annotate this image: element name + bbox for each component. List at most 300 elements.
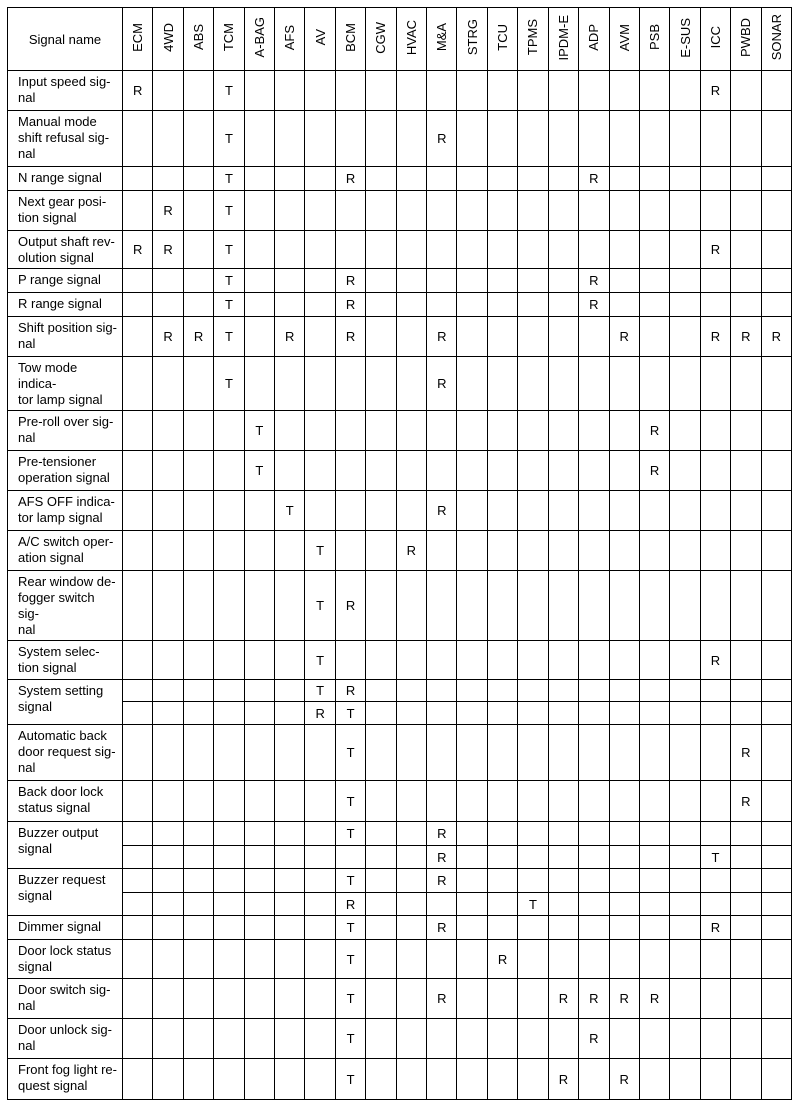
- header-row: [8, 8, 792, 71]
- signal-cell: [396, 571, 426, 641]
- signal-cell: R: [579, 979, 609, 1019]
- signal-cell: [275, 167, 305, 191]
- signal-name-line: ation signal: [18, 550, 84, 565]
- signal-name: [8, 451, 123, 491]
- signal-cell: [639, 702, 669, 725]
- signal-cell: T: [335, 979, 365, 1019]
- signal-cell: [457, 781, 487, 822]
- signal-cell: [670, 940, 700, 979]
- column-header: [609, 8, 639, 71]
- signal-cell: [700, 357, 730, 411]
- signal-cell: [700, 111, 730, 167]
- signal-cell: [153, 641, 183, 680]
- signal-cell: [183, 411, 213, 451]
- signal-cell: [183, 357, 213, 411]
- signal-cell: [366, 317, 396, 357]
- signal-cell: [518, 822, 548, 846]
- column-header: [183, 8, 213, 71]
- signal-cell: [214, 1019, 244, 1059]
- column-header: [457, 8, 487, 71]
- signal-cell: [153, 869, 183, 893]
- signal-cell: [153, 111, 183, 167]
- signal-cell: R: [427, 916, 457, 940]
- signal-cell: [731, 1019, 761, 1059]
- signal-cell: [761, 269, 791, 293]
- signal-cell: [761, 893, 791, 916]
- signal-cell: [579, 191, 609, 231]
- signal-name: [8, 293, 123, 317]
- signal-cell: [457, 869, 487, 893]
- signal-cell: [335, 411, 365, 451]
- signal-cell: [487, 979, 517, 1019]
- signal-name-line: Input speed sig-: [18, 74, 111, 89]
- signal-cell: [305, 411, 335, 451]
- signal-name: [8, 357, 123, 411]
- signal-cell: [244, 916, 274, 940]
- signal-cell: [761, 822, 791, 846]
- signal-cell: [670, 725, 700, 781]
- signal-cell: [731, 167, 761, 191]
- column-header-label: HVAC: [403, 19, 419, 56]
- signal-cell: [123, 269, 153, 293]
- signal-cell: [639, 846, 669, 869]
- table-row: [8, 725, 792, 781]
- signal-name: [8, 1059, 123, 1100]
- table-row: [8, 1059, 792, 1100]
- signal-cell: [609, 725, 639, 781]
- signal-cell: [396, 641, 426, 680]
- signal-cell: [670, 781, 700, 822]
- signal-cell: [427, 641, 457, 680]
- signal-cell: [427, 451, 457, 491]
- signal-name: [8, 71, 123, 111]
- signal-cell: [609, 111, 639, 167]
- signal-cell: [244, 979, 274, 1019]
- signal-cell: [518, 293, 548, 317]
- signal-cell: R: [609, 979, 639, 1019]
- signal-cell: [548, 451, 578, 491]
- signal-cell: [396, 191, 426, 231]
- signal-cell: [579, 491, 609, 531]
- signal-cell: [183, 531, 213, 571]
- signal-cell: [487, 531, 517, 571]
- signal-name: [8, 979, 123, 1019]
- signal-cell: [366, 781, 396, 822]
- signal-cell: [639, 293, 669, 317]
- signal-cell: [731, 71, 761, 111]
- signal-cell: [609, 680, 639, 702]
- signal-cell: [518, 167, 548, 191]
- signal-cell: [275, 702, 305, 725]
- signal-name-line: Pre-roll over sig-: [18, 414, 114, 429]
- signal-cell: [700, 822, 730, 846]
- signal-cell: [214, 781, 244, 822]
- signal-cell: [153, 491, 183, 531]
- signal-name: [8, 680, 123, 725]
- signal-cell: R: [700, 916, 730, 940]
- signal-cell: [639, 1019, 669, 1059]
- signal-cell: [548, 571, 578, 641]
- signal-cell: [214, 680, 244, 702]
- signal-cell: [457, 71, 487, 111]
- signal-cell: [183, 822, 213, 846]
- signal-cell: [366, 702, 396, 725]
- signal-name: [8, 167, 123, 191]
- signal-cell: [275, 893, 305, 916]
- signal-cell: [153, 357, 183, 411]
- signal-cell: R: [639, 411, 669, 451]
- signal-cell: [335, 111, 365, 167]
- signal-cell: [670, 293, 700, 317]
- signal-name: [8, 822, 123, 869]
- signal-cell: [548, 191, 578, 231]
- signal-cell: [275, 1059, 305, 1100]
- signal-cell: [183, 846, 213, 869]
- signal-cell: [183, 293, 213, 317]
- signal-cell: [609, 1019, 639, 1059]
- signal-cell: R: [183, 317, 213, 357]
- signal-cell: [427, 781, 457, 822]
- signal-cell: [457, 451, 487, 491]
- signal-cell: [639, 191, 669, 231]
- signal-cell: [305, 231, 335, 269]
- signal-cell: T: [214, 191, 244, 231]
- signal-cell: [518, 411, 548, 451]
- signal-cell: [305, 293, 335, 317]
- signal-cell: [244, 357, 274, 411]
- signal-cell: [366, 822, 396, 846]
- signal-cell: [183, 167, 213, 191]
- signal-cell: [761, 411, 791, 451]
- table-row: [8, 571, 792, 641]
- signal-cell: [639, 231, 669, 269]
- signal-cell: R: [427, 111, 457, 167]
- signal-cell: [396, 231, 426, 269]
- signal-cell: [153, 725, 183, 781]
- signal-name-line: Buzzer output: [18, 825, 99, 840]
- signal-cell: [639, 491, 669, 531]
- signal-cell: [548, 231, 578, 269]
- signal-name-line: tor lamp signal: [18, 392, 103, 407]
- signal-cell: [153, 680, 183, 702]
- signal-cell: [275, 451, 305, 491]
- signal-cell: [548, 702, 578, 725]
- signal-cell: [396, 725, 426, 781]
- signal-cell: R: [639, 979, 669, 1019]
- signal-cell: [457, 680, 487, 702]
- signal-cell: [518, 357, 548, 411]
- signal-cell: [731, 451, 761, 491]
- signal-cell: [457, 725, 487, 781]
- signal-cell: T: [214, 71, 244, 111]
- signal-cell: [366, 191, 396, 231]
- signal-cell: [123, 111, 153, 167]
- signal-cell: [427, 725, 457, 781]
- signal-name: [8, 725, 123, 781]
- signal-cell: [123, 846, 153, 869]
- signal-cell: R: [731, 725, 761, 781]
- signal-name-line: status signal: [18, 800, 91, 815]
- signal-cell: [579, 231, 609, 269]
- signal-cell: [305, 781, 335, 822]
- signal-cell: [244, 641, 274, 680]
- signal-cell: [639, 317, 669, 357]
- signal-cell: [244, 822, 274, 846]
- signal-cell: [183, 781, 213, 822]
- signal-cell: [427, 893, 457, 916]
- signal-cell: [396, 893, 426, 916]
- signal-cell: R: [700, 641, 730, 680]
- signal-cell: [123, 940, 153, 979]
- signal-cell: [457, 491, 487, 531]
- signal-cell: [670, 846, 700, 869]
- signal-cell: [457, 940, 487, 979]
- signal-cell: [700, 979, 730, 1019]
- signal-cell: [487, 231, 517, 269]
- signal-cell: [609, 71, 639, 111]
- signal-cell: [214, 451, 244, 491]
- signal-cell: [700, 940, 730, 979]
- signal-cell: [700, 680, 730, 702]
- signal-cell: [457, 531, 487, 571]
- signal-name-line: tion signal: [18, 660, 77, 675]
- column-header: [366, 8, 396, 71]
- signal-cell: [670, 357, 700, 411]
- signal-cell: [639, 940, 669, 979]
- signal-cell: [214, 979, 244, 1019]
- signal-cell: [579, 893, 609, 916]
- column-header: [761, 8, 791, 71]
- signal-name-line: A/C switch oper-: [18, 534, 114, 549]
- signal-cell: [487, 293, 517, 317]
- signal-cell: [366, 641, 396, 680]
- signal-cell: [518, 191, 548, 231]
- signal-name: [8, 191, 123, 231]
- signal-name: [8, 111, 123, 167]
- signal-cell: [305, 1019, 335, 1059]
- signal-cell: [123, 641, 153, 680]
- signal-cell: [579, 111, 609, 167]
- signal-cell: [244, 167, 274, 191]
- signal-cell: [700, 869, 730, 893]
- signal-cell: [427, 411, 457, 451]
- signal-cell: [609, 357, 639, 411]
- signal-cell: [609, 822, 639, 846]
- table-row: [8, 979, 792, 1019]
- signal-cell: [639, 357, 669, 411]
- signal-cell: [214, 916, 244, 940]
- signal-cell: [366, 357, 396, 411]
- signal-cell: [609, 231, 639, 269]
- signal-cell: R: [427, 822, 457, 846]
- signal-cell: [457, 822, 487, 846]
- signal-cell: [366, 1019, 396, 1059]
- signal-cell: [244, 1019, 274, 1059]
- signal-cell: [183, 111, 213, 167]
- signal-cell: [518, 269, 548, 293]
- signal-cell: [548, 317, 578, 357]
- signal-cell: [305, 111, 335, 167]
- signal-cell: [396, 357, 426, 411]
- signal-cell: [670, 641, 700, 680]
- signal-cell: [366, 71, 396, 111]
- signal-name-line: quest signal: [18, 1078, 88, 1093]
- signal-name-header: Signal name: [8, 8, 123, 71]
- signal-name: [8, 641, 123, 680]
- signal-cell: [518, 231, 548, 269]
- signal-cell: [305, 893, 335, 916]
- signal-cell: [183, 191, 213, 231]
- signal-cell: R: [123, 71, 153, 111]
- signal-cell: [487, 167, 517, 191]
- signal-cell: [609, 269, 639, 293]
- signal-cell: T: [700, 846, 730, 869]
- signal-cell: [548, 71, 578, 111]
- signal-cell: [761, 357, 791, 411]
- signal-cell: [153, 979, 183, 1019]
- signal-cell: [639, 531, 669, 571]
- signal-cell: [518, 317, 548, 357]
- signal-cell: [731, 411, 761, 451]
- signal-cell: [639, 680, 669, 702]
- signal-cell: [548, 491, 578, 531]
- signal-cell: [700, 293, 730, 317]
- signal-name-line: nal: [18, 146, 36, 161]
- signal-cell: [214, 846, 244, 869]
- signal-cell: [366, 491, 396, 531]
- signal-cell: [548, 293, 578, 317]
- signal-cell: [305, 869, 335, 893]
- signal-cell: [579, 531, 609, 571]
- signal-cell: [761, 191, 791, 231]
- signal-cell: [183, 641, 213, 680]
- signal-cell: [153, 702, 183, 725]
- signal-cell: [275, 269, 305, 293]
- signal-cell: [670, 531, 700, 571]
- signal-cell: [123, 191, 153, 231]
- signal-cell: [153, 451, 183, 491]
- signal-cell: [609, 293, 639, 317]
- signal-cell: [731, 491, 761, 531]
- signal-name: [8, 231, 123, 269]
- column-header: [305, 8, 335, 71]
- signal-cell: [700, 702, 730, 725]
- signal-cell: [487, 869, 517, 893]
- signal-cell: [548, 822, 578, 846]
- signal-cell: [700, 191, 730, 231]
- signal-cell: [335, 191, 365, 231]
- signal-cell: [183, 725, 213, 781]
- signal-cell: [123, 781, 153, 822]
- signal-cell: [123, 357, 153, 411]
- signal-cell: R: [487, 940, 517, 979]
- signal-cell: [183, 680, 213, 702]
- signal-cell: [396, 1019, 426, 1059]
- signal-cell: [731, 191, 761, 231]
- signal-cell: [579, 317, 609, 357]
- signal-cell: [639, 781, 669, 822]
- signal-name: [8, 269, 123, 293]
- signal-cell: [761, 916, 791, 940]
- signal-name-line: nal: [18, 90, 36, 105]
- signal-cell: [457, 111, 487, 167]
- signal-cell: T: [214, 269, 244, 293]
- signal-cell: [183, 231, 213, 269]
- signal-name-line: fogger switch sig-: [18, 590, 95, 621]
- signal-cell: [761, 979, 791, 1019]
- signal-cell: [548, 846, 578, 869]
- signal-cell: [670, 451, 700, 491]
- column-header-label: M&A: [434, 23, 450, 52]
- signal-cell: [487, 893, 517, 916]
- signal-cell: [487, 781, 517, 822]
- signal-name: [8, 411, 123, 451]
- signal-cell: [396, 1059, 426, 1100]
- signal-name-line: tor lamp signal: [18, 510, 103, 525]
- signal-cell: [244, 293, 274, 317]
- signal-cell: [244, 269, 274, 293]
- signal-cell: [487, 725, 517, 781]
- signal-cell: [670, 571, 700, 641]
- signal-cell: [761, 641, 791, 680]
- signal-cell: [275, 1019, 305, 1059]
- signal-cell: [700, 411, 730, 451]
- column-header: [487, 8, 517, 71]
- signal-cell: [305, 167, 335, 191]
- signal-cell: [731, 571, 761, 641]
- signal-cell: [244, 869, 274, 893]
- signal-cell: [579, 1059, 609, 1100]
- signal-cell: T: [335, 1019, 365, 1059]
- signal-cell: [123, 869, 153, 893]
- signal-cell: [670, 1019, 700, 1059]
- signal-cell: [579, 702, 609, 725]
- signal-cell: R: [335, 680, 365, 702]
- signal-cell: [548, 357, 578, 411]
- signal-cell: [366, 571, 396, 641]
- signal-cell: [335, 531, 365, 571]
- signal-cell: [457, 293, 487, 317]
- signal-cell: [579, 680, 609, 702]
- signal-cell: R: [335, 167, 365, 191]
- signal-cell: [427, 1059, 457, 1100]
- signal-name-line: Back door lock: [18, 784, 104, 799]
- signal-cell: T: [305, 531, 335, 571]
- signal-cell: [457, 702, 487, 725]
- signal-cell: [275, 979, 305, 1019]
- signal-cell: [275, 680, 305, 702]
- signal-cell: [153, 822, 183, 846]
- signal-cell: [761, 71, 791, 111]
- signal-name-line: olution signal: [18, 250, 94, 265]
- signal-cell: [214, 893, 244, 916]
- signal-cell: [396, 916, 426, 940]
- signal-cell: [153, 531, 183, 571]
- signal-cell: T: [214, 231, 244, 269]
- signal-cell: R: [731, 317, 761, 357]
- signal-cell: [670, 979, 700, 1019]
- signal-cell: [639, 111, 669, 167]
- signal-cell: [548, 641, 578, 680]
- signal-cell: [366, 979, 396, 1019]
- column-header: [396, 8, 426, 71]
- signal-name-line: Door lock status: [18, 943, 112, 958]
- column-header: [427, 8, 457, 71]
- signal-name-line: Manual mode: [18, 114, 97, 129]
- signal-cell: R: [427, 869, 457, 893]
- signal-cell: [761, 167, 791, 191]
- signal-cell: [275, 111, 305, 167]
